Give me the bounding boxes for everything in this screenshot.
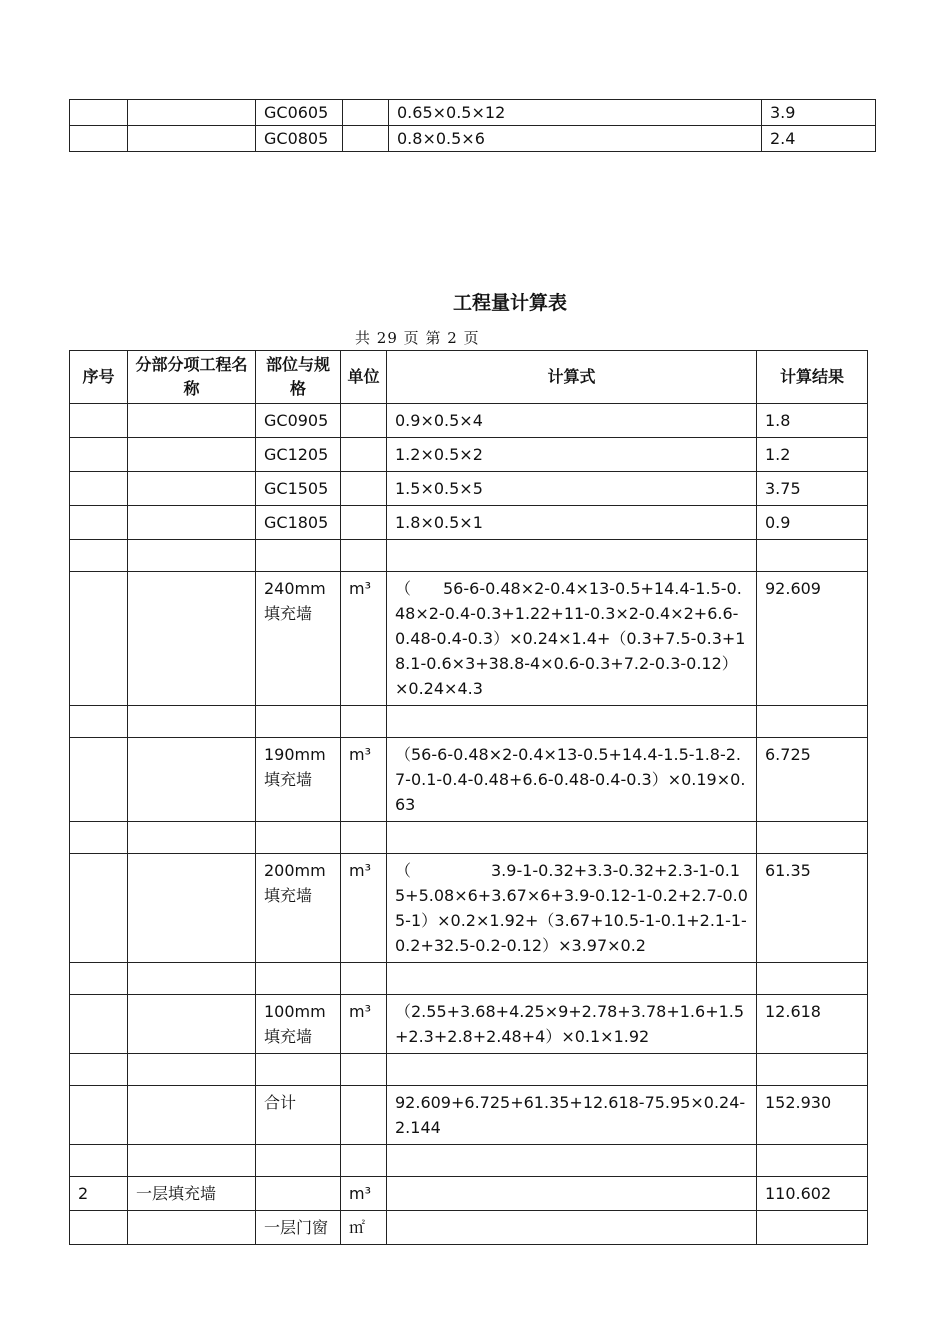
cell-seq bbox=[70, 100, 128, 126]
cell-formula bbox=[387, 1211, 757, 1245]
cell-spec: 190mm填充墙 bbox=[256, 738, 341, 822]
table-row bbox=[70, 438, 868, 472]
cell-unit bbox=[343, 126, 389, 152]
cell-result: 12.618 bbox=[757, 995, 868, 1054]
cell-formula bbox=[387, 540, 757, 572]
cell-result: 3.9 bbox=[762, 100, 876, 126]
cell-item-name bbox=[128, 540, 256, 572]
quantity-calculation-table bbox=[69, 350, 868, 1245]
cell-spec: GC1205 bbox=[256, 438, 341, 472]
cell-unit bbox=[341, 1086, 387, 1145]
cell-unit bbox=[343, 100, 389, 126]
cell-formula: 1.2×0.5×2 bbox=[387, 438, 757, 472]
cell-unit bbox=[341, 438, 387, 472]
cell-spec: GC0805 bbox=[256, 126, 343, 152]
cell-spec bbox=[256, 540, 341, 572]
cell-item-name bbox=[128, 1054, 256, 1086]
page-info-mid: 页 第 bbox=[403, 329, 442, 347]
cell-spec: 100mm填充墙 bbox=[256, 995, 341, 1054]
cell-result: 92.609 bbox=[757, 572, 868, 706]
cell-result: 0.9 bbox=[757, 506, 868, 540]
cell-unit bbox=[341, 706, 387, 738]
cell-result bbox=[757, 706, 868, 738]
cell-item-name bbox=[128, 1211, 256, 1245]
cell-spec: GC1505 bbox=[256, 472, 341, 506]
page-info bbox=[355, 327, 480, 348]
cell-seq bbox=[70, 1211, 128, 1245]
cell-seq bbox=[70, 1086, 128, 1145]
cell-result: 6.725 bbox=[757, 738, 868, 822]
cell-item-name bbox=[128, 963, 256, 995]
cell-item-name bbox=[128, 822, 256, 854]
cell-seq bbox=[70, 472, 128, 506]
cell-item-name bbox=[128, 995, 256, 1054]
table-row bbox=[70, 822, 868, 854]
continued-table bbox=[69, 99, 876, 152]
cell-formula bbox=[387, 706, 757, 738]
cell-result bbox=[757, 963, 868, 995]
cell-spec bbox=[256, 822, 341, 854]
cell-seq bbox=[70, 963, 128, 995]
cell-seq bbox=[70, 822, 128, 854]
cell-spec bbox=[256, 706, 341, 738]
cell-seq bbox=[70, 404, 128, 438]
cell-seq: 2 bbox=[70, 1177, 128, 1211]
cell-seq bbox=[70, 1145, 128, 1177]
table-row bbox=[70, 472, 868, 506]
cell-seq bbox=[70, 540, 128, 572]
cell-unit bbox=[341, 1054, 387, 1086]
cell-result: 2.4 bbox=[762, 126, 876, 152]
cell-formula: 1.8×0.5×1 bbox=[387, 506, 757, 540]
table-row bbox=[70, 100, 876, 126]
cell-formula bbox=[387, 1145, 757, 1177]
table-row bbox=[70, 706, 868, 738]
cell-item-name bbox=[128, 100, 256, 126]
cell-seq bbox=[70, 706, 128, 738]
cell-formula: （2.55+3.68+4.25×9+2.78+3.78+1.6+1.5+2.3+2.8+2.48+4）×0.1×1.92 bbox=[387, 995, 757, 1054]
table-row bbox=[70, 572, 868, 706]
cell-formula: 1.5×0.5×5 bbox=[387, 472, 757, 506]
cell-unit bbox=[341, 822, 387, 854]
cell-unit bbox=[341, 963, 387, 995]
cell-result bbox=[757, 1054, 868, 1086]
header-seq: 序号 bbox=[70, 351, 128, 404]
cell-seq bbox=[70, 438, 128, 472]
header-formula: 计算式 bbox=[387, 351, 757, 404]
table-row bbox=[70, 995, 868, 1054]
cell-spec: GC1805 bbox=[256, 506, 341, 540]
cell-item-name bbox=[128, 126, 256, 152]
cell-spec: 200mm填充墙 bbox=[256, 854, 341, 963]
cell-formula: 92.609+6.725+61.35+12.618-75.95×0.24-2.144 bbox=[387, 1086, 757, 1145]
cell-spec: 合计 bbox=[256, 1086, 341, 1145]
cell-seq bbox=[70, 572, 128, 706]
cell-unit: m³ bbox=[341, 1177, 387, 1211]
table-row bbox=[70, 963, 868, 995]
page-title: 工程量计算表 bbox=[452, 292, 567, 314]
table-row bbox=[70, 1145, 868, 1177]
cell-item-name bbox=[128, 1145, 256, 1177]
cell-item-name bbox=[128, 706, 256, 738]
cell-result: 3.75 bbox=[757, 472, 868, 506]
table-row bbox=[70, 1211, 868, 1245]
cell-unit: m³ bbox=[341, 995, 387, 1054]
cell-spec bbox=[256, 1054, 341, 1086]
cell-item-name bbox=[128, 506, 256, 540]
header-unit: 单位 bbox=[341, 351, 387, 404]
cell-spec: 240mm填充墙 bbox=[256, 572, 341, 706]
cell-result: 152.930 bbox=[757, 1086, 868, 1145]
cell-formula bbox=[387, 1177, 757, 1211]
cell-item-name bbox=[128, 438, 256, 472]
cell-result bbox=[757, 1145, 868, 1177]
cell-formula: （56-6-0.48×2-0.4×13-0.5+14.4-1.5-1.8-2.7-0.1-0.4-0.48+6.6-0.48-0.4-0.3）×0.19×0.63 bbox=[387, 738, 757, 822]
cell-unit bbox=[341, 472, 387, 506]
header-spec: 部位与规格 bbox=[256, 351, 341, 404]
table-row bbox=[70, 1054, 868, 1086]
table-row bbox=[70, 404, 868, 438]
cell-unit: ㎡ bbox=[341, 1211, 387, 1245]
cell-formula: 0.65×0.5×12 bbox=[389, 100, 762, 126]
table-row bbox=[70, 738, 868, 822]
cell-seq bbox=[70, 126, 128, 152]
table-row bbox=[70, 854, 868, 963]
cell-unit bbox=[341, 1145, 387, 1177]
page-info-total: 29 bbox=[376, 329, 398, 347]
cell-result bbox=[757, 822, 868, 854]
cell-unit: m³ bbox=[341, 738, 387, 822]
cell-formula bbox=[387, 963, 757, 995]
cell-spec bbox=[256, 1177, 341, 1211]
table-row bbox=[70, 506, 868, 540]
cell-unit: m³ bbox=[341, 854, 387, 963]
cell-result: 110.602 bbox=[757, 1177, 868, 1211]
cell-spec bbox=[256, 1145, 341, 1177]
cell-seq bbox=[70, 995, 128, 1054]
page-info-current: 2 bbox=[447, 329, 458, 347]
cell-item-name bbox=[128, 404, 256, 438]
cell-formula: （ 3.9-1-0.32+3.3-0.32+2.3-1-0.15+5.08×6+3.67×6+3.9-0.12-1-0.2+2.7-0.05-1）×0.2×1.92+（3.67+10.5-1-0.1+2.1-1-0.2+32.5-0.2-0.12）×3.97×0.2 bbox=[387, 854, 757, 963]
table-row bbox=[70, 1086, 868, 1145]
cell-result bbox=[757, 540, 868, 572]
cell-seq bbox=[70, 506, 128, 540]
cell-formula: 0.8×0.5×6 bbox=[389, 126, 762, 152]
header-result: 计算结果 bbox=[757, 351, 868, 404]
cell-unit: m³ bbox=[341, 572, 387, 706]
cell-item-name bbox=[128, 854, 256, 963]
cell-formula: 0.9×0.5×4 bbox=[387, 404, 757, 438]
cell-formula: （ 56-6-0.48×2-0.4×13-0.5+14.4-1.5-0.48×2-0.4-0.3+1.22+11-0.3×2-0.4×2+6.6-0.48-0.4-0.3）×0.24×1.4+（0.3+7.5-0.3+18.1-0.6×3+38.8-4×0.6-0.3+7.2-0.3-0.12）×0.24×4.3 bbox=[387, 572, 757, 706]
header-item-name: 分部分项工程名称 bbox=[128, 351, 256, 404]
cell-unit bbox=[341, 540, 387, 572]
cell-spec: 一层门窗 bbox=[256, 1211, 341, 1245]
table-row bbox=[70, 540, 868, 572]
cell-formula bbox=[387, 1054, 757, 1086]
cell-item-name bbox=[128, 1086, 256, 1145]
cell-item-name bbox=[128, 738, 256, 822]
cell-spec bbox=[256, 963, 341, 995]
cell-seq bbox=[70, 854, 128, 963]
cell-item-name: 一层填充墙 bbox=[128, 1177, 256, 1211]
cell-item-name bbox=[128, 572, 256, 706]
cell-formula bbox=[387, 822, 757, 854]
cell-spec: GC0905 bbox=[256, 404, 341, 438]
cell-result: 1.8 bbox=[757, 404, 868, 438]
cell-result: 1.2 bbox=[757, 438, 868, 472]
page-info-suffix: 页 bbox=[463, 329, 480, 347]
page-info-prefix: 共 bbox=[355, 329, 372, 347]
table-row bbox=[70, 1177, 868, 1211]
cell-item-name bbox=[128, 472, 256, 506]
cell-seq bbox=[70, 1054, 128, 1086]
cell-seq bbox=[70, 738, 128, 822]
cell-result: 61.35 bbox=[757, 854, 868, 963]
table-row bbox=[70, 126, 876, 152]
cell-result bbox=[757, 1211, 868, 1245]
header-row bbox=[70, 351, 868, 404]
cell-unit bbox=[341, 506, 387, 540]
cell-unit bbox=[341, 404, 387, 438]
cell-spec: GC0605 bbox=[256, 100, 343, 126]
